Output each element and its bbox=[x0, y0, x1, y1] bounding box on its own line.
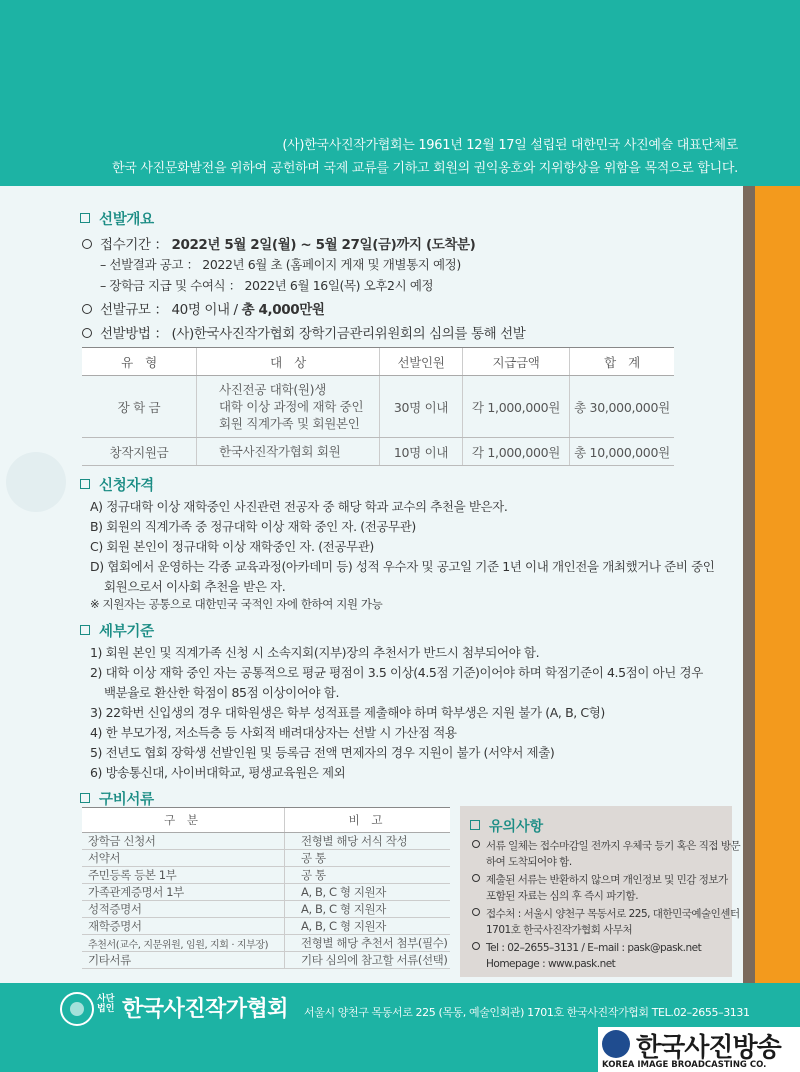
note-item: 접수처 : 서울시 양천구 목동서로 225, 대한민국예술인센터 bbox=[472, 906, 740, 922]
eligibility-item: 회원으로서 이사회 추천을 받은 자. bbox=[104, 579, 286, 594]
header-cell: 대 상 bbox=[197, 348, 380, 376]
association-logo-icon bbox=[60, 992, 94, 1026]
header-cell: 선발인원 bbox=[380, 348, 463, 376]
table-row: 성적증명서 A, B, C 형 지원자 bbox=[82, 901, 450, 918]
header-cell: 유 형 bbox=[82, 348, 197, 376]
criteria-item: 5) 전년도 협회 장학생 선발인원 및 등록금 전액 면제자의 경우 지원이 불가 (서약서 제출) bbox=[90, 745, 555, 760]
square-bullet-icon bbox=[80, 625, 90, 635]
header-cell: 비 고 bbox=[285, 808, 451, 833]
broadcast-subtitle: KOREA IMAGE BROADCASTING CO. bbox=[602, 1060, 767, 1070]
criteria-item: 4) 한 부모가정, 저소득층 등 사회적 배려대상자는 선발 시 가산점 적용 bbox=[90, 725, 457, 740]
note-item: 1701호 한국사진작가협회 사무처 bbox=[486, 924, 633, 936]
intro-line-1: (사)한국사진작가협회는 1961년 12월 17일 설립된 대한민국 사진예술 대표단체로 bbox=[282, 138, 738, 153]
table-row: 추천서(교수, 지문위원, 임원, 지회 · 지부장) 전형별 해당 추천서 첨부(필수) bbox=[82, 935, 450, 952]
total-cell: 총 10,000,000원 bbox=[570, 438, 675, 466]
section-title-eligibility: 신청자격 bbox=[80, 474, 154, 495]
section-title-criteria: 세부기준 bbox=[80, 620, 154, 641]
note-item: 포함된 자료는 심의 후 즉시 파기함. bbox=[486, 890, 639, 902]
total-cell: 총 30,000,000원 bbox=[570, 376, 675, 438]
amount-cell: 각 1,000,000원 bbox=[463, 376, 570, 438]
criteria-item: 6) 방송통신대, 사이버대학교, 평생교육원은 제외 bbox=[90, 765, 346, 780]
table-row: 가족관계증명서 1부 A, B, C 형 지원자 bbox=[82, 884, 450, 901]
circle-bullet-icon bbox=[82, 239, 92, 249]
table-row: 장학금 신청서 전형별 해당 서식 작성 bbox=[82, 833, 450, 850]
eligibility-item: C) 회원 본인이 정규대학 이상 재학중인 자. (전공무관) bbox=[90, 539, 374, 554]
circle-bullet-icon bbox=[472, 908, 480, 916]
target-cell: 한국사진작가협회 회원 bbox=[197, 438, 380, 466]
square-bullet-icon bbox=[80, 479, 90, 489]
note-item: 하여 도착되어야 함. bbox=[486, 856, 572, 868]
association-name: 한국사진작가협회 bbox=[122, 997, 289, 1022]
table-row bbox=[82, 438, 674, 466]
circle-bullet-icon bbox=[82, 304, 92, 314]
result-line: – 선발결과 공고 ： 2022년 6월 초 (홈페이지 게재 및 개별통지 예정) bbox=[100, 257, 461, 272]
table-row: 기타서류 기타 심의에 참고할 서류(선택) bbox=[82, 952, 450, 969]
table-row: 주민등록 등본 1부 공 통 bbox=[82, 867, 450, 884]
method-line: 선발방법 ： (사)한국사진작가협회 장학기금관리위원회의 심의를 통해 선발 bbox=[82, 322, 525, 342]
note-item: 서류 일체는 접수마감일 전까지 우체국 등기 혹은 직접 방문 bbox=[472, 838, 740, 854]
count-cell: 10명 이내 bbox=[380, 438, 463, 466]
side-bar-brown bbox=[743, 186, 755, 983]
footer-address: 서울시 양천구 목동서로 225 (목동, 예술인회관) 1701호 한국사진작가협회 TEL.02–2655–3131 bbox=[304, 1006, 750, 1019]
notes-title: 유의사항 bbox=[470, 816, 543, 836]
table-row: 재학증명서 A, B, C 형 지원자 bbox=[82, 918, 450, 935]
scale-value: 총 4,000만원 bbox=[241, 302, 325, 318]
section-title-overview: 선발개요 bbox=[80, 208, 154, 229]
broadcast-logo-icon bbox=[602, 1030, 630, 1058]
notes-box bbox=[460, 806, 741, 977]
period-line: 접수기간 ： 2022년 5월 2일(월) ~ 5월 27일(금)까지 (도착분) bbox=[82, 233, 475, 253]
decorative-circle bbox=[6, 452, 66, 512]
type-cell: 장 학 금 bbox=[82, 376, 197, 438]
square-bullet-icon bbox=[80, 793, 90, 803]
square-bullet-icon bbox=[80, 213, 90, 223]
circle-bullet-icon bbox=[472, 942, 480, 950]
circle-bullet-icon bbox=[472, 840, 480, 848]
logo-small-text: 사단 법인 bbox=[97, 994, 115, 1014]
documents-table bbox=[82, 807, 450, 969]
period-value: 2022년 5월 2일(월) ~ 5월 27일(금)까지 (도착분) bbox=[171, 237, 476, 253]
circle-bullet-icon bbox=[472, 874, 480, 882]
criteria-item: 백분율로 환산한 학점이 85점 이상이어야 함. bbox=[104, 685, 340, 700]
header-cell: 구 분 bbox=[82, 808, 285, 833]
note-item: Homepage : www.pask.net bbox=[486, 958, 616, 970]
eligibility-note: ※ 지원자는 공통으로 대한민국 국적인 자에 한하여 지원 가능 bbox=[90, 597, 383, 611]
intro-line-2: 한국 사진문화발전을 위하여 공헌하며 국제 교류를 기하고 회원의 권익옹호와 지위향상을 위함을 목적으로 합니다. bbox=[112, 161, 738, 176]
criteria-item: 2) 대학 이상 재학 중인 자는 공통적으로 평균 평점이 3.5 이상(4.5점 기준)이어야 하며 학점기준이 4.5점이 아닌 경우 bbox=[90, 665, 703, 680]
eligibility-item: D) 협회에서 운영하는 각종 교육과정(아카데미 등) 성적 우수자 및 공고일 기준 1년 이내 개인전을 개최했거나 준비 중인 bbox=[90, 559, 715, 574]
type-cell: 창작지원금 bbox=[82, 438, 197, 466]
table-row: 서약서 공 통 bbox=[82, 850, 450, 867]
broadcast-name: 한국사진방송 bbox=[636, 1033, 781, 1063]
header-cell: 합 계 bbox=[570, 348, 675, 376]
circle-bullet-icon bbox=[82, 328, 92, 338]
eligibility-item: B) 회원의 직계가족 중 정규대학 이상 재학 중인 자. (전공무관) bbox=[90, 519, 416, 534]
note-item: Tel : 02–2655–3131 / E–mail : pask@pask.net bbox=[472, 940, 701, 956]
award-line: – 장학금 지급 및 수여식 ： 2022년 6월 16일(목) 오후2시 예정 bbox=[100, 278, 434, 293]
eligibility-item: A) 정규대학 이상 재학중인 사진관련 전공자 중 해당 학과 교수의 추천을 받은자. bbox=[90, 499, 508, 514]
amount-cell: 각 1,000,000원 bbox=[463, 438, 570, 466]
count-cell: 30명 이내 bbox=[380, 376, 463, 438]
note-item: 제출된 서류는 반환하지 않으며 개인정보 및 민감 정보가 bbox=[472, 872, 728, 888]
square-bullet-icon bbox=[470, 820, 480, 830]
section-title-documents: 구비서류 bbox=[80, 788, 154, 809]
header-cell: 지급금액 bbox=[463, 348, 570, 376]
criteria-item: 3) 22학번 신입생의 경우 대학원생은 학부 성적표를 제출해야 하며 학부생은 지원 불가 (A, B, C형) bbox=[90, 705, 605, 720]
criteria-item: 1) 회원 본인 및 직계가족 신청 시 소속지회(지부)장의 추천서가 반드시 첨부되어야 함. bbox=[90, 645, 540, 660]
scholarship-table bbox=[82, 347, 674, 466]
scale-line: 선발규모 ： 40명 이내 / 총 4,000만원 bbox=[82, 298, 325, 318]
side-bar-orange bbox=[755, 186, 800, 983]
target-cell: 사진전공 대학(원)생 대학 이상 과정에 재학 중인 회원 직계가족 및 회원본인 bbox=[197, 376, 380, 438]
table-row bbox=[82, 376, 674, 438]
